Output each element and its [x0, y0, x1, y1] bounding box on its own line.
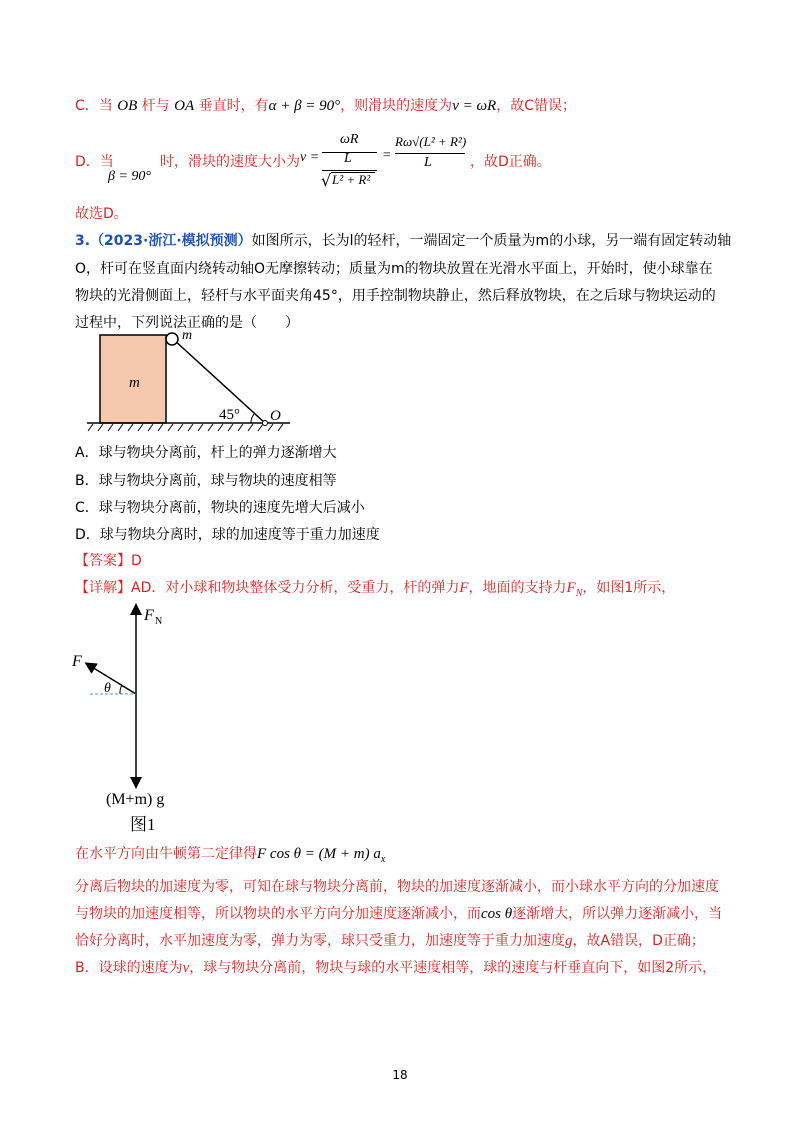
equation-newton: F cos θ = (M + m) a: [257, 846, 381, 862]
text: 恰好分离时，水平加速度为零，弹力为零，球只受重力，加速度等于重力加速度: [75, 933, 565, 949]
angle-label: 45°: [219, 407, 240, 423]
math-f: F: [459, 580, 469, 596]
option-c: C．球与物块分离前，物块的速度先增大后减小: [75, 500, 365, 516]
sqrt-inner: L² + R²: [332, 172, 371, 187]
ground-hatching: [88, 424, 283, 431]
para1-line1: 分离后物块的加速度为零，可知在球与物块分离前，物块的加速度逐渐减小，而小球水平方向的分加速度: [75, 879, 719, 895]
numerator-omega-r: ωR: [340, 132, 359, 147]
rod-force-label: F: [72, 653, 82, 670]
ball: [166, 333, 178, 345]
equals-sign: =: [382, 148, 392, 163]
text: 时，滑块的速度大小为: [160, 154, 300, 170]
math-fn-sub: N: [575, 587, 583, 599]
math-v: v: [182, 960, 190, 976]
text: 杆与: [137, 98, 175, 114]
text: ，如图1所示，: [582, 580, 676, 596]
text: ，球与物块分离前，物块与球的水平速度相等，球的速度与杆垂直向下，如图2所示，: [189, 960, 717, 976]
sqrt-sign: √: [321, 171, 332, 190]
detail-label: 【详解】: [75, 580, 131, 596]
ball-label: m: [182, 328, 193, 343]
question-source: （2023·浙江·模拟预测）: [90, 233, 252, 249]
equation-velocity: v = ωR: [452, 98, 497, 114]
math-fn: F: [566, 580, 576, 596]
normal-force-subscript: N: [155, 616, 163, 627]
angle-arc: [251, 413, 255, 423]
text: 如图所示，长为l的轻杆，一端固定一个质量为m的小球，另一端有固定转动轴: [251, 233, 732, 249]
conclusion: 故选D。: [75, 206, 128, 222]
text: C．当: [75, 98, 118, 114]
text: D．当: [75, 154, 114, 170]
text: AD．对小球和物块整体受力分析，受重力，杆的弹力: [131, 580, 460, 596]
text: ，地面的支持力: [468, 580, 567, 596]
math-oa: OA: [174, 98, 195, 114]
text: 逐渐增大，所以弹力逐渐减小，当: [512, 906, 723, 922]
newton-line: [75, 844, 385, 870]
answer-value: D: [131, 553, 142, 569]
theta-arc: [120, 685, 122, 694]
rod-force-arrow: [87, 664, 136, 694]
question-3-line3: 物块的光滑侧面上，轻杆与水平面夹角45°，用手控制物块静止，然后释放物块，在之后球与物块运动的: [75, 288, 716, 304]
text: ，则滑块的速度为: [340, 98, 453, 114]
v-equals: v =: [300, 150, 320, 165]
fraction-bar-2: [395, 153, 465, 154]
block-rod-figure: [85, 327, 295, 437]
option-c-analysis: [75, 96, 576, 116]
answer: [75, 551, 142, 571]
numerator-r-omega-sqrt: Rω√(L² + R²): [395, 134, 467, 149]
inner-l: L: [344, 151, 352, 166]
equation-angle-sum: α + β = 90°: [268, 98, 341, 114]
para2-line1: [75, 958, 716, 978]
normal-force-label: F: [144, 607, 154, 624]
text: B．设球的速度为: [75, 960, 183, 976]
math-g: g: [565, 933, 573, 949]
question-3-line2: O，杆可在竖直面内绕转动轴O无摩擦转动；质量为m的物块放置在光滑水平面上，开始时，使小球靠在: [75, 261, 713, 277]
equation-cos: cos θ: [481, 906, 513, 922]
question-3-line1: [75, 231, 731, 251]
para1-line2: [75, 904, 722, 924]
question-3-line4: 过程中，下列说法正确的是（ ）: [75, 315, 299, 331]
option-d-analysis-part3: [470, 152, 551, 172]
force-diagram: [70, 598, 230, 838]
option-a: A．球与物块分离前，杆上的弹力逐渐增大: [75, 445, 337, 461]
figure-caption: 图1: [130, 815, 156, 834]
gravity-label: (M+m) g: [106, 791, 165, 808]
option-d-analysis-part2: [160, 152, 300, 172]
text: ，故A错误，D正确；: [572, 933, 705, 949]
equation-subscript: x: [380, 853, 386, 865]
denominator-l: L: [424, 155, 432, 170]
equation-beta: β = 90°: [108, 169, 152, 184]
math-ob: OB: [117, 98, 138, 114]
pivot: [263, 421, 268, 426]
page-number: 18: [392, 1068, 408, 1082]
text: 在水平方向由牛顿第二定律得: [75, 846, 257, 862]
para1-line3: [75, 931, 705, 951]
text: 垂直时，有: [194, 98, 269, 114]
text: ，故D正确。: [470, 154, 551, 170]
theta-label: θ: [104, 681, 111, 696]
answer-label: 【答案】: [75, 553, 131, 569]
option-b: B．球与物块分离前，球与物块的速度相等: [75, 473, 337, 489]
text: 与物块的加速度相等，所以物块的水平方向分加速度逐渐减小，而: [75, 906, 481, 922]
pivot-label: O: [270, 408, 281, 424]
question-number: 3.: [75, 233, 91, 249]
block-label: m: [129, 375, 140, 391]
text: ，故C错误；: [496, 98, 577, 114]
option-d: D．球与物块分离时，球的加速度等于重力加速度: [75, 527, 380, 543]
